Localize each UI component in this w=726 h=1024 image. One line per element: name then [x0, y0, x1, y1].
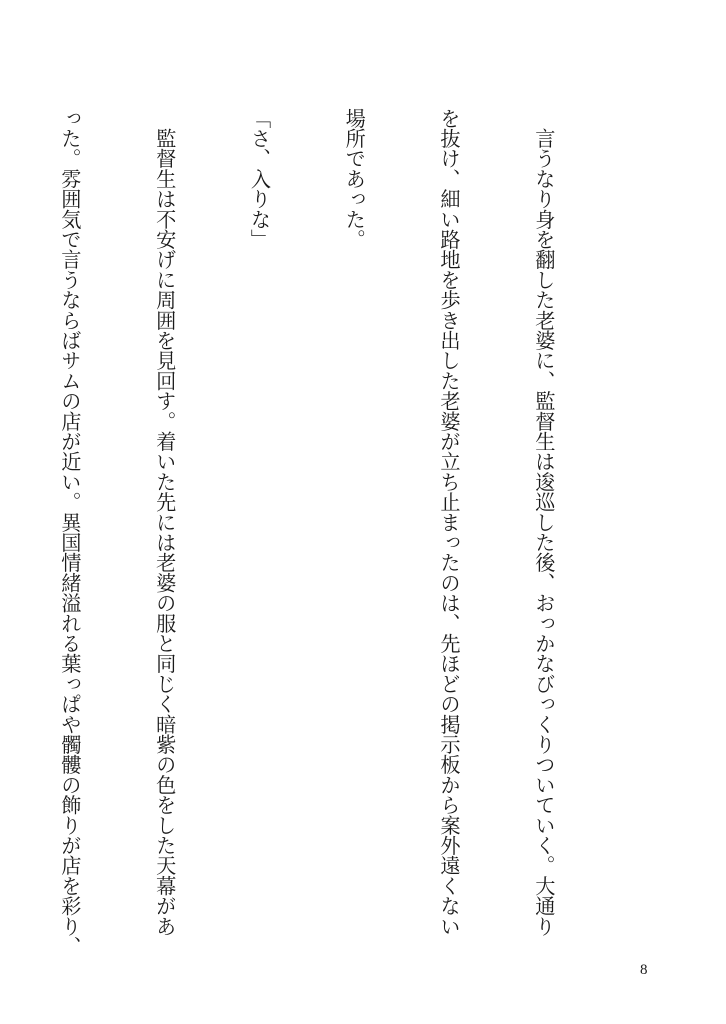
vertical-text-body	[0, 108, 622, 968]
text-line: を抜け、細い路地を歩き出した老婆が立ち止まったのは、先ほどの掲示板から案外遠くない	[437, 108, 462, 937]
text-line: 監督生は不安げに周囲を見回す。着いた先には老婆の服と同じく暗紫の色をした天幕があ	[152, 108, 177, 937]
text-line: 「さ、入りな」	[247, 108, 272, 250]
text-line: った。雰囲気で言うならばサムの店が近い。異国情緒溢れる葉っぱや髑髏の飾りが店を彩り、	[57, 108, 82, 957]
page-number: 8	[640, 962, 648, 978]
text-line: 言うなり身を翻した老婆に、監督生は逡巡した後、おっかなびっくりついていく。大通り	[531, 108, 556, 937]
text-line: 場所であった。	[342, 108, 367, 250]
